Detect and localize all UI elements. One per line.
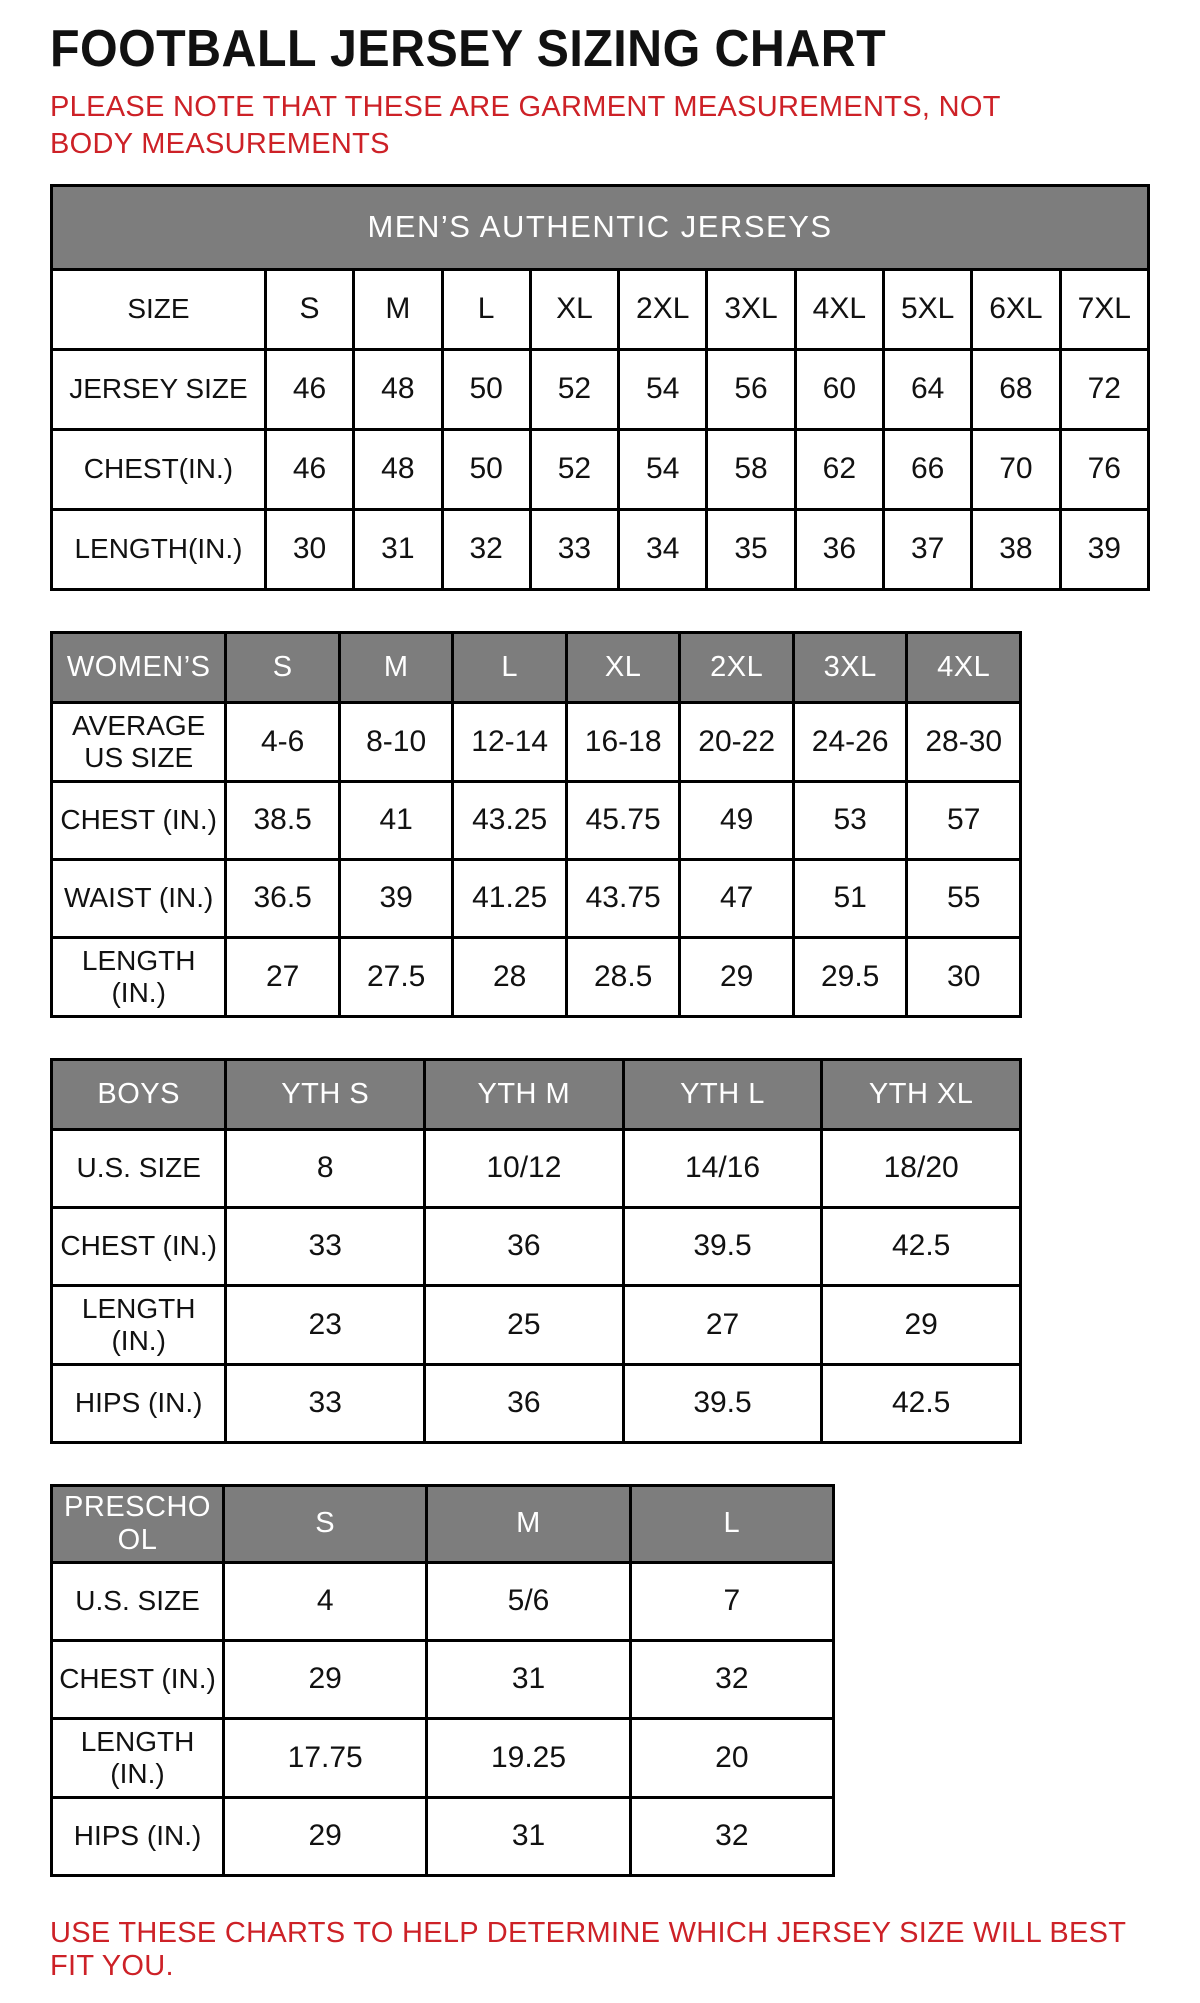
size-column-header: L [630, 1485, 833, 1562]
size-column-header: M [427, 1485, 630, 1562]
value-cell: 33 [530, 509, 618, 589]
table-row [52, 509, 1149, 589]
boys-sizing-table [50, 1058, 1022, 1444]
value-cell: 20-22 [680, 702, 794, 781]
preschool-sizing-table [50, 1484, 835, 1877]
row-label: CHEST(IN.) [52, 429, 266, 509]
value-cell: 32 [630, 1797, 833, 1875]
value-cell: 48 [354, 429, 442, 509]
value-cell: 8-10 [339, 702, 453, 781]
value-cell: 46 [265, 429, 353, 509]
size-column-header: S [224, 1485, 427, 1562]
row-label: AVERAGE US SIZE [52, 702, 226, 781]
table-row [52, 1364, 1021, 1442]
size-column-header: YTH L [623, 1059, 822, 1129]
value-cell: 17.75 [224, 1718, 427, 1797]
value-cell: 36.5 [226, 859, 340, 937]
value-cell: 24-26 [793, 702, 907, 781]
preschool-header-label: PRESCHOOL [52, 1485, 224, 1562]
value-cell: 29 [822, 1285, 1021, 1364]
garment-measurements-note: PLEASE NOTE THAT THESE ARE GARMENT MEASUREMENTS, NOT BODY MEASUREMENTS [50, 90, 1001, 161]
value-cell: 60 [795, 349, 883, 429]
row-label: JERSEY SIZE [52, 349, 266, 429]
size-column-header: YTH S [226, 1059, 425, 1129]
value-cell: 53 [793, 781, 907, 859]
value-cell: 38 [972, 509, 1060, 589]
table-row [52, 1640, 834, 1718]
value-cell: 41.25 [453, 859, 567, 937]
value-cell: 2XL [619, 269, 707, 349]
value-cell: 31 [427, 1797, 630, 1875]
size-column-header: YTH XL [822, 1059, 1021, 1129]
value-cell: XL [530, 269, 618, 349]
value-cell: 31 [354, 509, 442, 589]
value-cell: 47 [680, 859, 794, 937]
value-cell: 46 [265, 349, 353, 429]
value-cell: 62 [795, 429, 883, 509]
value-cell: 58 [707, 429, 795, 509]
row-label: LENGTH(IN.) [52, 509, 266, 589]
value-cell: 4XL [795, 269, 883, 349]
value-cell: 48 [354, 349, 442, 429]
value-cell: 37 [883, 509, 971, 589]
value-cell: M [354, 269, 442, 349]
footer-note: USE THESE CHARTS TO HELP DETERMINE WHICH JERSEY SIZE WILL BEST FIT YOU. [50, 1916, 1126, 1982]
value-cell: 45.75 [566, 781, 680, 859]
value-cell: 20 [630, 1718, 833, 1797]
table-row [52, 429, 1149, 509]
value-cell: 49 [680, 781, 794, 859]
value-cell: 7XL [1060, 269, 1148, 349]
size-header-row [52, 1059, 1021, 1129]
value-cell: 30 [265, 509, 353, 589]
value-cell: 39.5 [623, 1207, 822, 1285]
value-cell: 36 [425, 1364, 624, 1442]
value-cell: 28.5 [566, 937, 680, 1016]
page-title: FOOTBALL JERSEY SIZING CHART [50, 20, 887, 78]
value-cell: 57 [907, 781, 1021, 859]
value-cell: L [442, 269, 530, 349]
value-cell: 29 [224, 1797, 427, 1875]
value-cell: 33 [226, 1207, 425, 1285]
value-cell: 35 [707, 509, 795, 589]
value-cell: 6XL [972, 269, 1060, 349]
value-cell: 39 [339, 859, 453, 937]
value-cell: 72 [1060, 349, 1148, 429]
table-row [52, 269, 1149, 349]
size-column-header: 4XL [907, 632, 1021, 702]
table-row [52, 1285, 1021, 1364]
size-column-header: YTH M [425, 1059, 624, 1129]
table-row [52, 349, 1149, 429]
value-cell: 43.75 [566, 859, 680, 937]
value-cell: 50 [442, 429, 530, 509]
row-label: LENGTH (IN.) [52, 937, 226, 1016]
value-cell: 29 [224, 1640, 427, 1718]
value-cell: 70 [972, 429, 1060, 509]
value-cell: 19.25 [427, 1718, 630, 1797]
row-label: WAIST (IN.) [52, 859, 226, 937]
value-cell: 18/20 [822, 1129, 1021, 1207]
value-cell: 12-14 [453, 702, 567, 781]
value-cell: 4 [224, 1562, 427, 1640]
value-cell: 4-6 [226, 702, 340, 781]
value-cell: 28 [453, 937, 567, 1016]
tables-container [50, 184, 1150, 1877]
value-cell: 64 [883, 349, 971, 429]
value-cell: 27.5 [339, 937, 453, 1016]
size-column-header: 3XL [793, 632, 907, 702]
table-row [52, 702, 1021, 781]
table-row [52, 1718, 834, 1797]
value-cell: S [265, 269, 353, 349]
row-label: LENGTH (IN.) [52, 1718, 224, 1797]
size-header-row [52, 632, 1021, 702]
row-label: U.S. SIZE [52, 1562, 224, 1640]
row-label: LENGTH (IN.) [52, 1285, 226, 1364]
size-column-header: M [339, 632, 453, 702]
womens-header-label: WOMEN’S [52, 632, 226, 702]
size-column-header: XL [566, 632, 680, 702]
value-cell: 32 [442, 509, 530, 589]
value-cell: 68 [972, 349, 1060, 429]
table-row [52, 937, 1021, 1016]
value-cell: 29.5 [793, 937, 907, 1016]
value-cell: 8 [226, 1129, 425, 1207]
value-cell: 27 [226, 937, 340, 1016]
row-label: HIPS (IN.) [52, 1364, 226, 1442]
value-cell: 32 [630, 1640, 833, 1718]
value-cell: 54 [619, 429, 707, 509]
table-row [52, 859, 1021, 937]
row-label: CHEST (IN.) [52, 781, 226, 859]
sizing-chart-page [50, 22, 1150, 1983]
row-label: CHEST (IN.) [52, 1207, 226, 1285]
size-header-row [52, 1485, 834, 1562]
value-cell: 52 [530, 349, 618, 429]
table-row [52, 1797, 834, 1875]
value-cell: 29 [680, 937, 794, 1016]
row-label: SIZE [52, 269, 266, 349]
row-label: CHEST (IN.) [52, 1640, 224, 1718]
value-cell: 28-30 [907, 702, 1021, 781]
value-cell: 23 [226, 1285, 425, 1364]
boys-header-label: BOYS [52, 1059, 226, 1129]
value-cell: 25 [425, 1285, 624, 1364]
value-cell: 76 [1060, 429, 1148, 509]
value-cell: 16-18 [566, 702, 680, 781]
value-cell: 34 [619, 509, 707, 589]
value-cell: 14/16 [623, 1129, 822, 1207]
value-cell: 5/6 [427, 1562, 630, 1640]
value-cell: 42.5 [822, 1364, 1021, 1442]
value-cell: 54 [619, 349, 707, 429]
size-column-header: S [226, 632, 340, 702]
value-cell: 31 [427, 1640, 630, 1718]
table-row [52, 1562, 834, 1640]
value-cell: 39 [1060, 509, 1148, 589]
value-cell: 27 [623, 1285, 822, 1364]
value-cell: 38.5 [226, 781, 340, 859]
banner-row [52, 185, 1149, 269]
value-cell: 7 [630, 1562, 833, 1640]
value-cell: 43.25 [453, 781, 567, 859]
value-cell: 42.5 [822, 1207, 1021, 1285]
value-cell: 41 [339, 781, 453, 859]
value-cell: 50 [442, 349, 530, 429]
value-cell: 66 [883, 429, 971, 509]
value-cell: 39.5 [623, 1364, 822, 1442]
table-row [52, 1207, 1021, 1285]
table-row [52, 1129, 1021, 1207]
mens-sizing-table [50, 184, 1150, 591]
table-row [52, 781, 1021, 859]
mens-banner-title: MEN’S AUTHENTIC JERSEYS [52, 185, 1149, 269]
value-cell: 30 [907, 937, 1021, 1016]
value-cell: 3XL [707, 269, 795, 349]
value-cell: 10/12 [425, 1129, 624, 1207]
womens-sizing-table [50, 631, 1022, 1018]
value-cell: 36 [425, 1207, 624, 1285]
value-cell: 56 [707, 349, 795, 429]
value-cell: 55 [907, 859, 1021, 937]
row-label: U.S. SIZE [52, 1129, 226, 1207]
value-cell: 5XL [883, 269, 971, 349]
value-cell: 36 [795, 509, 883, 589]
value-cell: 52 [530, 429, 618, 509]
row-label: HIPS (IN.) [52, 1797, 224, 1875]
size-column-header: 2XL [680, 632, 794, 702]
value-cell: 33 [226, 1364, 425, 1442]
value-cell: 51 [793, 859, 907, 937]
size-column-header: L [453, 632, 567, 702]
